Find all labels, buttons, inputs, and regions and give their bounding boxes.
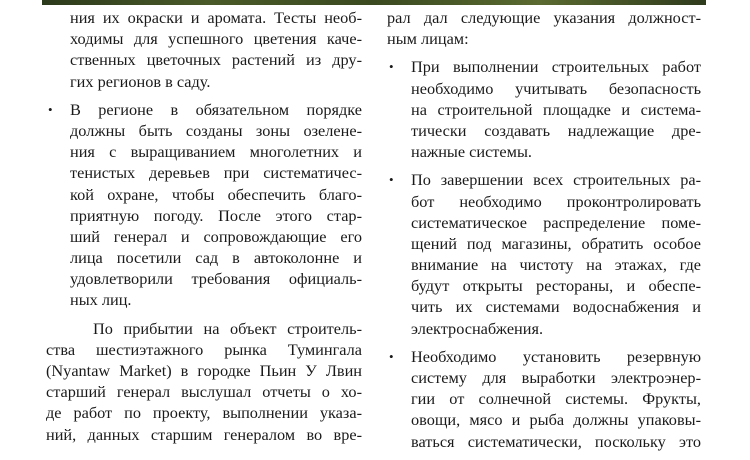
text-line: лица посетили сад в автоколонне и [70,248,362,268]
text-line: ным лицам: [387,29,469,49]
text-line: ства шестиэтажного рынка Тумингала [46,339,362,359]
bullet-item [387,56,701,162]
text-line: внимание на чистоту на этажах, где [411,255,701,275]
text-line: систематическое распределение поме- [411,212,701,232]
text-line: рал дал следующие указания должност- [387,8,701,27]
text-line: приятную погоду. После этого стар- [70,205,362,225]
text-line: нажные системы. [411,142,532,162]
text-line: По завершении всех строительных ра- [411,170,701,190]
text-line: овощи, мясо и рыба должны упаковы- [411,410,701,430]
bullet-marker: • [389,172,394,188]
text-line: систему для выработки электроэнер- [411,368,701,387]
text-line: бот необходимо проконтролировать [411,191,701,211]
text-line: электроснабжения. [411,318,544,338]
text-line: (Nyantaw Market) в городке Пьин У Лвин [46,361,362,380]
text-line: По прибытии на объект строитель- [93,318,362,338]
bullet-item [387,169,701,339]
text-line: В регионе в обязательном порядке [70,99,362,119]
bullet-marker: • [389,59,394,75]
photo-strip-top [42,0,706,5]
text-line: ший генерал и сопровождающие его [70,226,362,246]
right-column [387,7,701,452]
text-line: При выполнении строительных работ [411,57,701,77]
text-line: де работ по проекту, выполнении указа- [46,403,362,423]
text-line: старший генерал выслушал отчеты о хо- [46,382,362,402]
text-line: ваться систематически, поскольку это [411,431,701,451]
left-top-text [46,7,362,92]
left-column [46,7,362,445]
text-line: тенистых деревьев при систематичес- [70,163,362,183]
bullet-item [387,346,701,452]
text-line: Необходимо установить резервную [411,346,701,366]
text-line: ственных цветочных растений из дру- [70,50,362,70]
text-line: гии от солнечной системы. Фрукты, [411,389,701,409]
text-line: должны быть созданы зоны озелене- [70,120,362,140]
text-line: удовлетворили требования официаль- [70,269,362,289]
text-line: на строительной площадке и система- [411,99,701,119]
text-line: ния их окраски и аромата. Тесты необ- [70,8,362,27]
paragraph [46,318,362,445]
bullet-marker: • [48,101,53,117]
text-line: ходимы для успешного цветения каче- [70,29,362,49]
text-line: ния с выращиванием многолетних и [70,142,362,162]
bullet-marker: • [389,348,394,364]
bullet-item [46,99,362,311]
text-line: чить их системами водоснабжения и [411,297,701,317]
text-line: кой охране, чтобы обеспечить благо- [70,184,362,204]
text-line: ний, данных старшим генералом во вре- [46,424,362,444]
text-line: ных лиц. [70,290,132,310]
text-line: щений под магазины, обратить особое [411,233,701,253]
text-line: тически создавать надлежащие дре- [411,120,701,140]
text-line: будут открыты рестораны, и обеспе- [411,276,701,296]
text-line: необходимо учитывать безопасность [411,78,701,98]
text-line: гих регионов в саду. [70,71,211,91]
